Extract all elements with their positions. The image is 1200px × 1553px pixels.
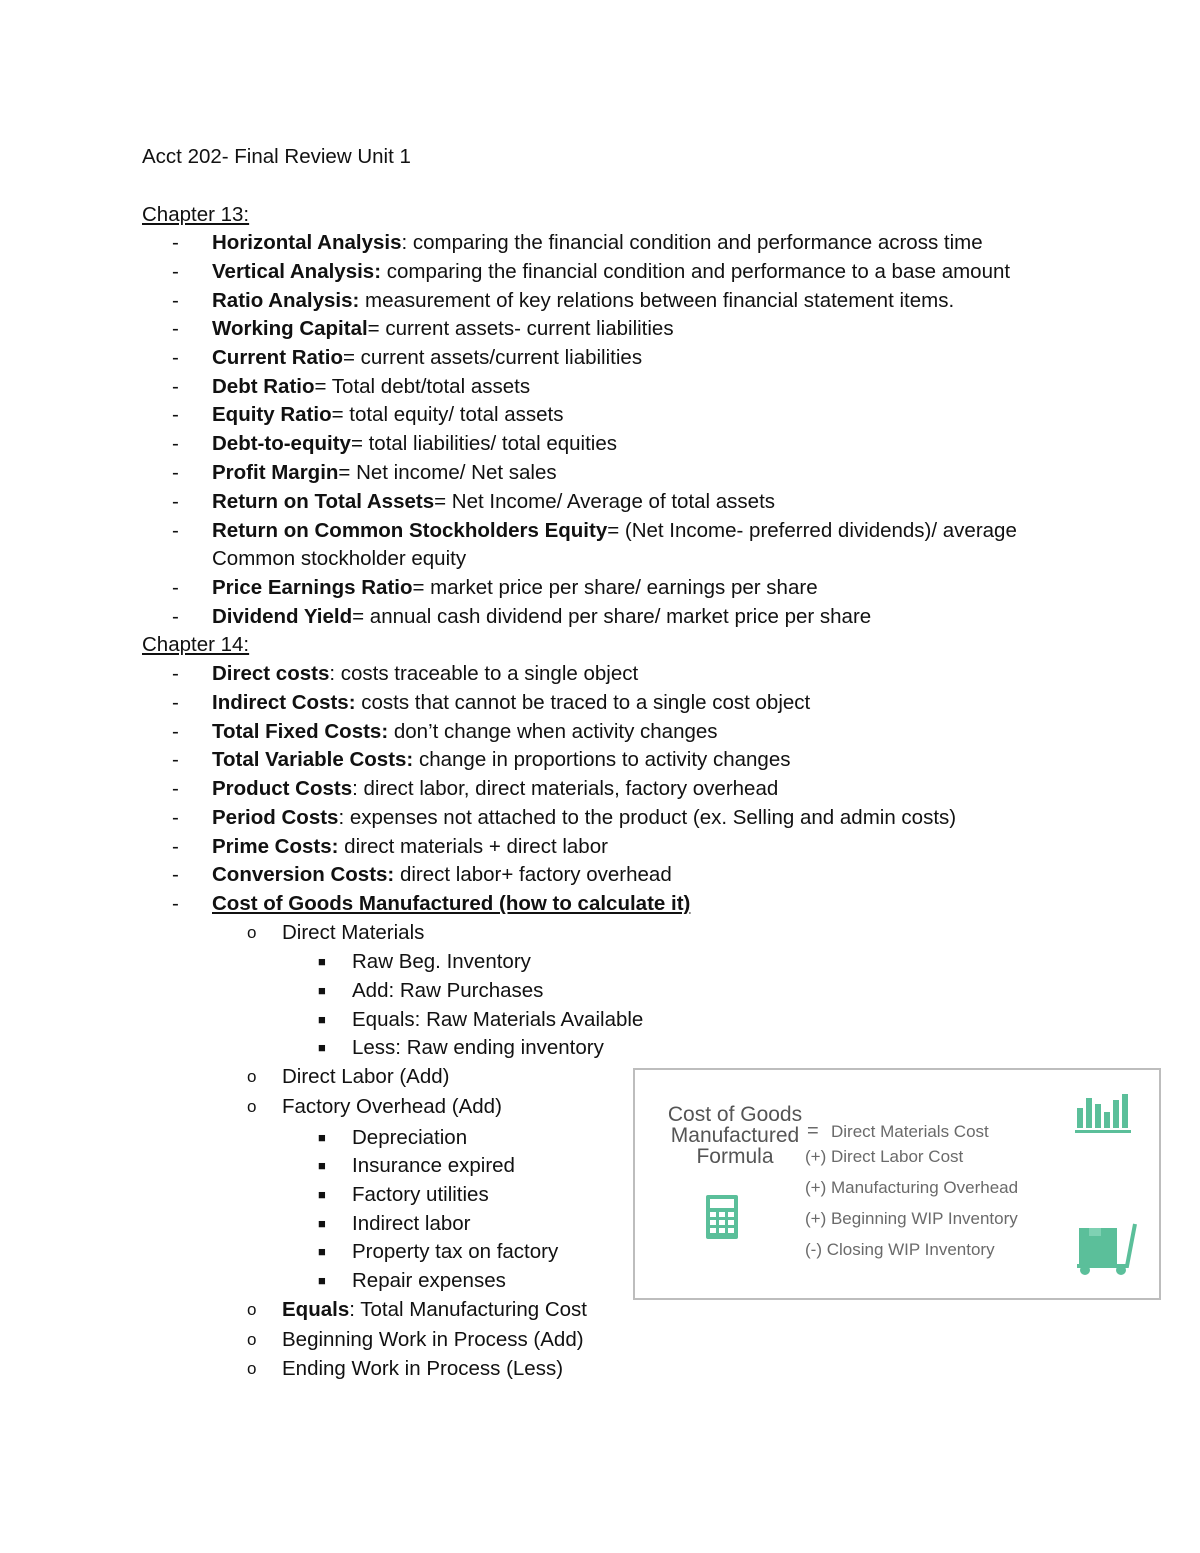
bullet-square: ■ [318,1040,326,1055]
term: Horizontal Analysis [212,231,402,254]
bullet-dash: - [172,662,179,685]
bullet-square: ■ [318,1130,326,1145]
chapter-13-heading: Chapter 13: [142,203,250,226]
term: Equals [282,1298,350,1321]
term: Dividend Yield [212,605,353,628]
bullet-square: ■ [318,1273,326,1288]
sub-sub-item-text: Factory utilities [352,1183,489,1206]
term: Equity Ratio [212,403,332,426]
formula-line: (+) Beginning WIP Inventory [805,1209,1018,1228]
document-title: Acct 202- Final Review Unit 1 [142,145,411,168]
definition: = current assets/current liabilities [342,346,643,369]
definition: = Net Income/ Average of total assets [434,490,776,513]
bullet-dash: - [172,777,179,800]
definition: direct materials + direct labor [338,835,608,858]
bullet-square: ■ [318,1244,326,1259]
term: Price Earnings Ratio [212,576,413,599]
bullet-dash: - [172,748,179,771]
term: Prime Costs: [212,835,339,858]
bullet-dash: - [172,289,179,312]
bar-chart-icon [1075,1090,1133,1134]
bullet-dash: - [172,691,179,714]
figure-title-line: Cost of Goods [667,1103,803,1126]
definition: = market price per share/ earnings per share [412,576,818,599]
figure-title-line: Manufactured [670,1124,800,1147]
bullet-circle: o [247,923,257,942]
cogm-formula-figure [633,1068,1161,1300]
sub-item-text: Ending Work in Process (Less) [282,1357,564,1380]
bullet-dash: - [172,863,179,886]
sub-sub-item-text: Property tax on factory [352,1240,559,1263]
term: Profit Margin [212,461,339,484]
definition: change in proportions to activity changes [413,748,791,771]
definition: = (Net Income- preferred dividends)/ average [607,519,1017,542]
definition: don’t change when activity changes [388,720,718,743]
bullet-circle: o [247,1359,257,1378]
sub-item-text: Direct Materials [282,921,425,944]
definition: direct labor+ factory overhead [394,863,672,886]
definition: = current assets- current liabilities [367,317,674,340]
definition: = Total debt/total assets [314,375,531,398]
sub-item-text: : Total Manufacturing Cost [349,1298,587,1321]
bullet-circle: o [247,1330,257,1349]
term: Debt-to-equity [212,432,351,455]
term: Period Costs [212,806,339,829]
equals-sign: = [807,1120,819,1142]
bullet-circle: o [247,1097,257,1116]
definition: = total equity/ total assets [331,403,564,426]
bullet-dash: - [172,806,179,829]
term: Return on Total Assets [212,490,435,513]
bullet-square: ■ [318,1216,326,1231]
formula-line: (-) Closing WIP Inventory [805,1240,995,1259]
sub-sub-item-text: Add: Raw Purchases [352,979,544,1002]
sub-sub-item-text: Depreciation [352,1126,468,1149]
bullet-dash: - [172,892,179,915]
bullet-dash: - [172,375,179,398]
bullet-dash: - [172,403,179,426]
term: Vertical Analysis: [212,260,382,283]
term: Debt Ratio [212,375,315,398]
bullet-dash: - [172,605,179,628]
definition: comparing the financial condition and performance to a base amount [381,260,1011,283]
chapter-14-heading: Chapter 14: [142,633,250,656]
definition: = annual cash dividend per share/ market price per share [352,605,872,628]
figure-title-line: Formula [696,1145,774,1168]
sub-item-text: Factory Overhead (Add) [282,1095,502,1118]
bullet-dash: - [172,519,179,542]
hand-truck-icon [1075,1222,1139,1276]
bullet-dash: - [172,490,179,513]
bullet-dash: - [172,461,179,484]
definition: : comparing the financial condition and performance across time [401,231,983,254]
bullet-dash: - [172,260,179,283]
definition: : costs traceable to a single object [329,662,639,685]
term: Return on Common Stockholders Equity [212,519,608,542]
formula-line: (+) Manufacturing Overhead [805,1178,1019,1197]
bullet-square: ■ [318,1012,326,1027]
definition: = Net income/ Net sales [338,461,557,484]
bullet-dash: - [172,720,179,743]
calculator-icon [705,1194,739,1240]
definition: = total liabilities/ total equities [350,432,618,455]
sub-sub-item-text: Insurance expired [352,1154,515,1177]
bullet-dash: - [172,231,179,254]
sub-sub-item-text: Repair expenses [352,1269,506,1292]
term: Total Fixed Costs: [212,720,389,743]
bullet-dash: - [172,346,179,369]
term: Ratio Analysis: [212,289,360,312]
formula-line: (+) Direct Labor Cost [805,1147,964,1166]
bullet-square: ■ [318,954,326,969]
sub-item-text: Direct Labor (Add) [282,1065,450,1088]
bullet-square: ■ [318,1158,326,1173]
bullet-circle: o [247,1067,257,1086]
bullet-dash: - [172,835,179,858]
definition: : expenses not attached to the product (ex. Selling and admin costs) [338,806,957,829]
sub-sub-item-text: Raw Beg. Inventory [352,950,531,973]
bullet-square: ■ [318,1187,326,1202]
definition: costs that cannot be traced to a single cost object [355,691,811,714]
cogm-heading: Cost of Goods Manufactured (how to calculate it) [212,892,691,915]
term: Total Variable Costs: [212,748,414,771]
definition: : direct labor, direct materials, factory overhead [352,777,779,800]
bullet-square: ■ [318,983,326,998]
definition: measurement of key relations between financial statement items. [359,289,955,312]
sub-sub-item-text: Indirect labor [352,1212,471,1235]
formula-line: Direct Materials Cost [831,1122,989,1141]
term: Indirect Costs: [212,691,356,714]
term: Working Capital [212,317,368,340]
term: Conversion Costs: [212,863,395,886]
bullet-circle: o [247,1300,257,1319]
bullet-dash: - [172,432,179,455]
term: Product Costs [212,777,353,800]
bullet-dash: - [172,576,179,599]
bullet-dash: - [172,317,179,340]
sub-sub-item-text: Equals: Raw Materials Available [352,1008,644,1031]
sub-item-text: Beginning Work in Process (Add) [282,1328,584,1351]
sub-sub-item-text: Less: Raw ending inventory [352,1036,604,1059]
figure-title [645,1104,825,1167]
term: Current Ratio [212,346,343,369]
definition-continued: Common stockholder equity [212,547,467,570]
term: Direct costs [212,662,330,685]
